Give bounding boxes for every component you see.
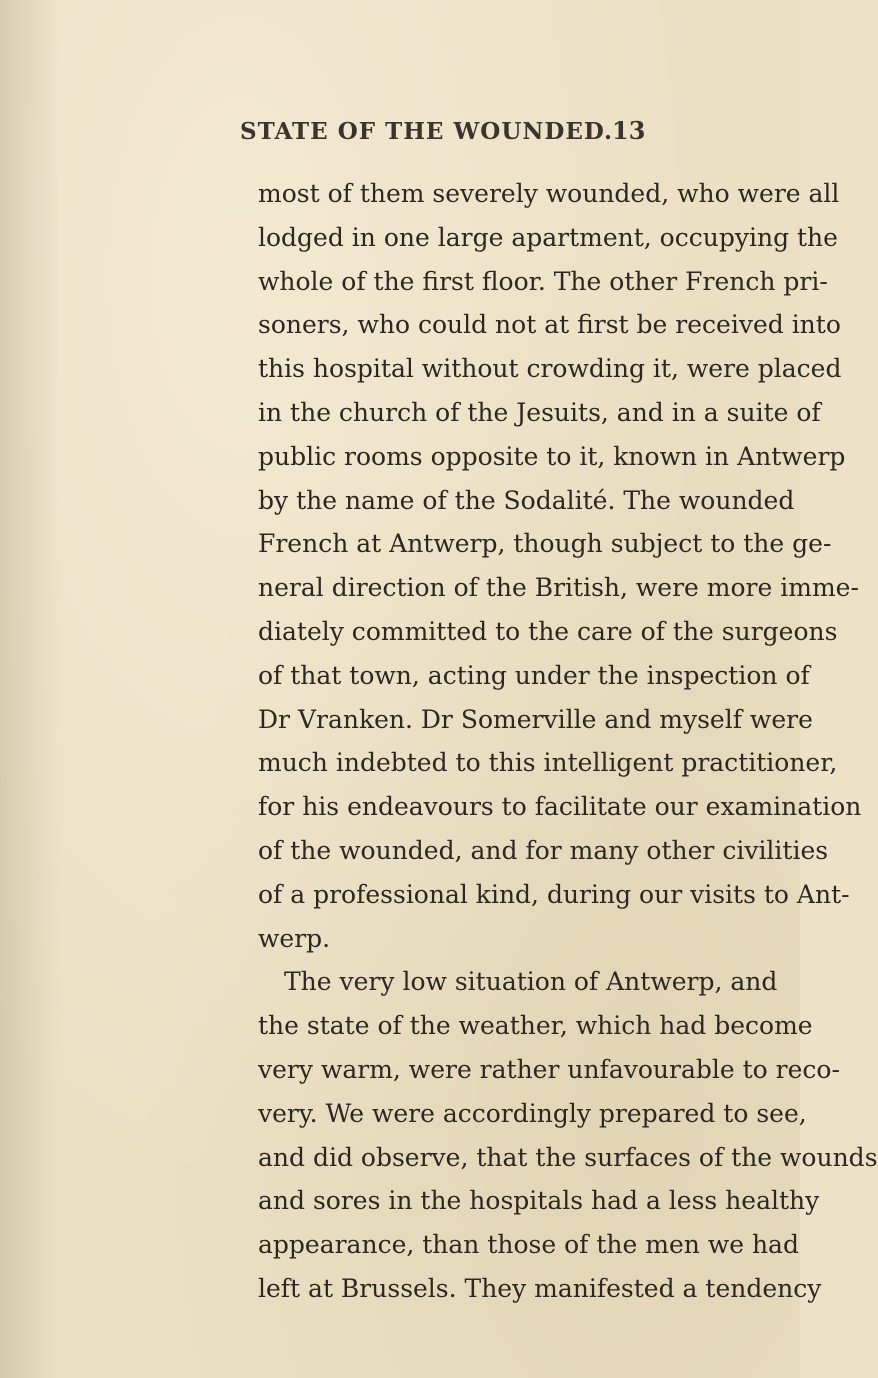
body-text	[258, 172, 878, 1311]
text-line: lodged in one large apartment, occupying the	[258, 222, 838, 252]
text-line: this hospital without crowding it, were placed	[258, 354, 842, 384]
text-line: French at Antwerp, though subject to the ge-	[258, 529, 832, 559]
text-line: neral direction of the British, were more imme-	[258, 573, 859, 603]
text-line: werp.	[258, 923, 331, 953]
text-line: whole of the first floor. The other French pri-	[258, 266, 828, 296]
text-line: most of them severely wounded, who were all	[258, 179, 840, 208]
text-line: public rooms opposite to it, known in Antwerp	[258, 441, 846, 471]
running-head: STATE OF THE WOUNDED.	[240, 118, 614, 145]
text-line: by the name of the Sodalité. The wounded	[258, 485, 795, 515]
text-line: The very low situation of Antwerp, and	[284, 967, 778, 997]
text-line: of the wounded, and for many other civilities	[258, 835, 829, 865]
text-line: of that town, acting under the inspection of	[258, 660, 810, 690]
text-line: diately committed to the care of the surgeons	[258, 616, 838, 646]
text-line: very. We were accordingly prepared to see,	[258, 1098, 807, 1128]
page-number: 13	[612, 116, 646, 145]
text-line: soners, who could not at first be received into	[258, 310, 841, 340]
text-line: appearance, than those of the men we had	[258, 1230, 799, 1260]
text-line: for his endeavours to facilitate our examination	[258, 792, 862, 822]
text-line: much indebted to this intelligent practitioner,	[258, 748, 838, 778]
text-line: of a professional kind, during our visits to Ant-	[258, 879, 850, 909]
binding-shadow	[0, 0, 60, 1378]
text-line: left at Brussels. They manifested a tendency	[258, 1273, 822, 1303]
text-line: in the church of the Jesuits, and in a suite of	[258, 397, 821, 427]
text-line: Dr Vranken. Dr Somerville and myself were	[258, 704, 813, 734]
text-line: and sores in the hospitals had a less healthy	[258, 1186, 820, 1216]
text-line: and did observe, that the surfaces of the wounds	[258, 1142, 878, 1172]
text-line: the state of the weather, which had become	[258, 1011, 813, 1041]
text-line: very warm, were rather unfavourable to reco-	[258, 1054, 840, 1084]
